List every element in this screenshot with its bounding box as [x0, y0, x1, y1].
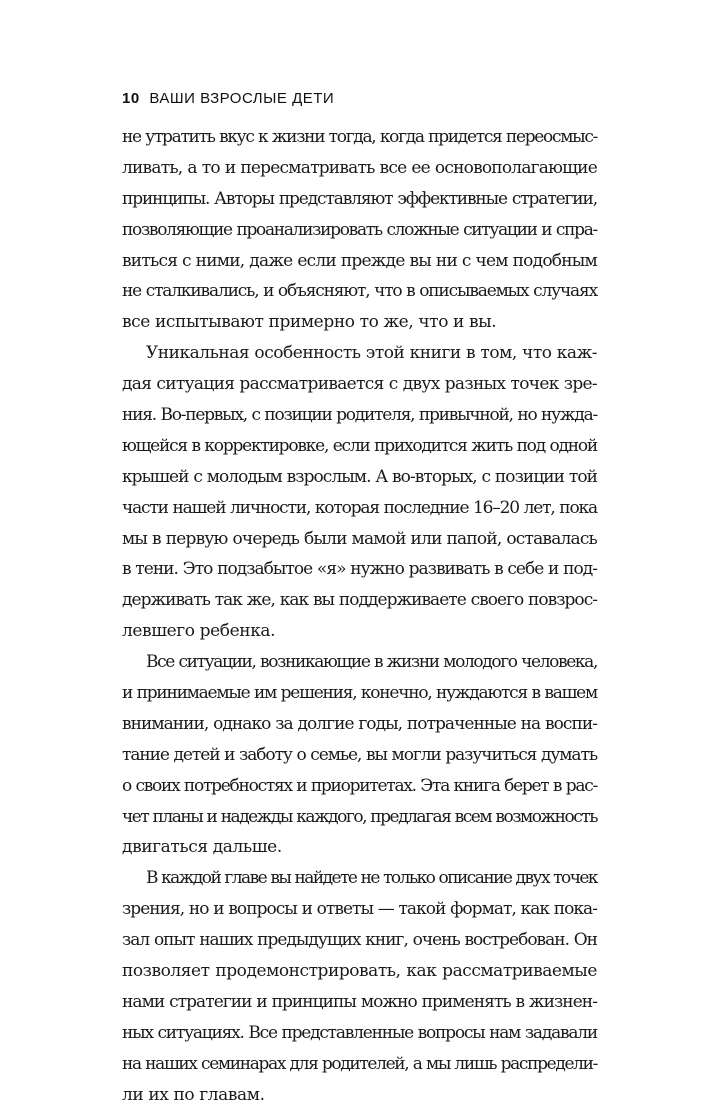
text-line: ния. Во-первых, с позиции родителя, привычной, но нужда- [122, 405, 597, 426]
paragraph [122, 122, 597, 338]
text-line: левшего ребенка. [122, 621, 276, 642]
paragraph [122, 647, 597, 863]
text-line: ных ситуациях. Все представленные вопросы нам задавали [122, 1022, 597, 1043]
paragraph [122, 863, 597, 1110]
paragraph [122, 338, 597, 647]
text-line: крышей с молодым взрослым. А во-вторых, с позиции той [122, 466, 597, 487]
text-line: в тени. Это подзабытое «я» нужно развивать в себе и под- [122, 559, 597, 580]
text-line: нами стратегии и принципы можно применять в жизнен- [122, 991, 597, 1012]
text-line: тание детей и заботу о семье, вы могли разучиться думать [122, 744, 597, 765]
text-line: на наших семинарах для родителей, а мы лишь распредели- [122, 1053, 597, 1074]
text-line: не сталкивались, и объясняют, что в описываемых случаях [122, 281, 597, 302]
book-title: ВАШИ ВЗРОСЛЫЕ ДЕТИ [149, 90, 335, 107]
text-line: Все ситуации, возникающие в жизни молодого человека, [146, 652, 597, 673]
text-line: не утратить вкус к жизни тогда, когда придется переосмыс- [122, 127, 597, 147]
text-line: и принимаемые им решения, конечно, нуждаются в вашем [122, 683, 597, 704]
text-line: виться с ними, даже если прежде вы ни с чем подобным [122, 250, 597, 271]
text-line: двигаться дальше. [122, 837, 282, 858]
body-text [122, 122, 597, 1111]
text-line: мы в первую очередь были мамой или папой, оставалась [122, 528, 597, 549]
text-line: В каждой главе вы найдете не только описание двух точек [146, 868, 597, 889]
text-line: части нашей личности, которая последние 16–20 лет, пока [122, 497, 597, 518]
text-line: принципы. Авторы представляют эффективные стратегии, [122, 188, 597, 209]
text-line: позволяет продемонстрировать, как рассматриваемые [122, 961, 597, 982]
running-head [122, 90, 334, 107]
text-line: зрения, но и вопросы и ответы — такой формат, как пока- [122, 899, 597, 920]
text-line: Уникальная особенность этой книги в том, что каж- [146, 343, 597, 364]
page-number: 10 [122, 90, 140, 107]
text-line: держивать так же, как вы поддерживаете своего повзрос- [122, 590, 597, 611]
text-line: ющейся в корректировке, если приходится жить под одной [122, 435, 597, 456]
text-line: все испытывают примерно то же, что и вы. [122, 312, 497, 333]
text-line: зал опыт наших предыдущих книг, очень востребован. Он [122, 930, 597, 951]
text-line: ливать, а то и пересматривать все ее основополагающие [122, 157, 597, 178]
text-line: чет планы и надежды каждого, предлагая всем возможность [122, 806, 597, 827]
text-line: дая ситуация рассматривается с двух разных точек зре- [122, 374, 597, 395]
text-line: ли их по главам. [122, 1084, 265, 1105]
text-line: внимании, однако за долгие годы, потраченные на воспи- [122, 713, 597, 734]
text-line: позволяющие проанализировать сложные ситуации и спра- [122, 219, 597, 240]
text-line: о своих потребностях и приоритетах. Эта книга берет в рас- [122, 775, 597, 796]
